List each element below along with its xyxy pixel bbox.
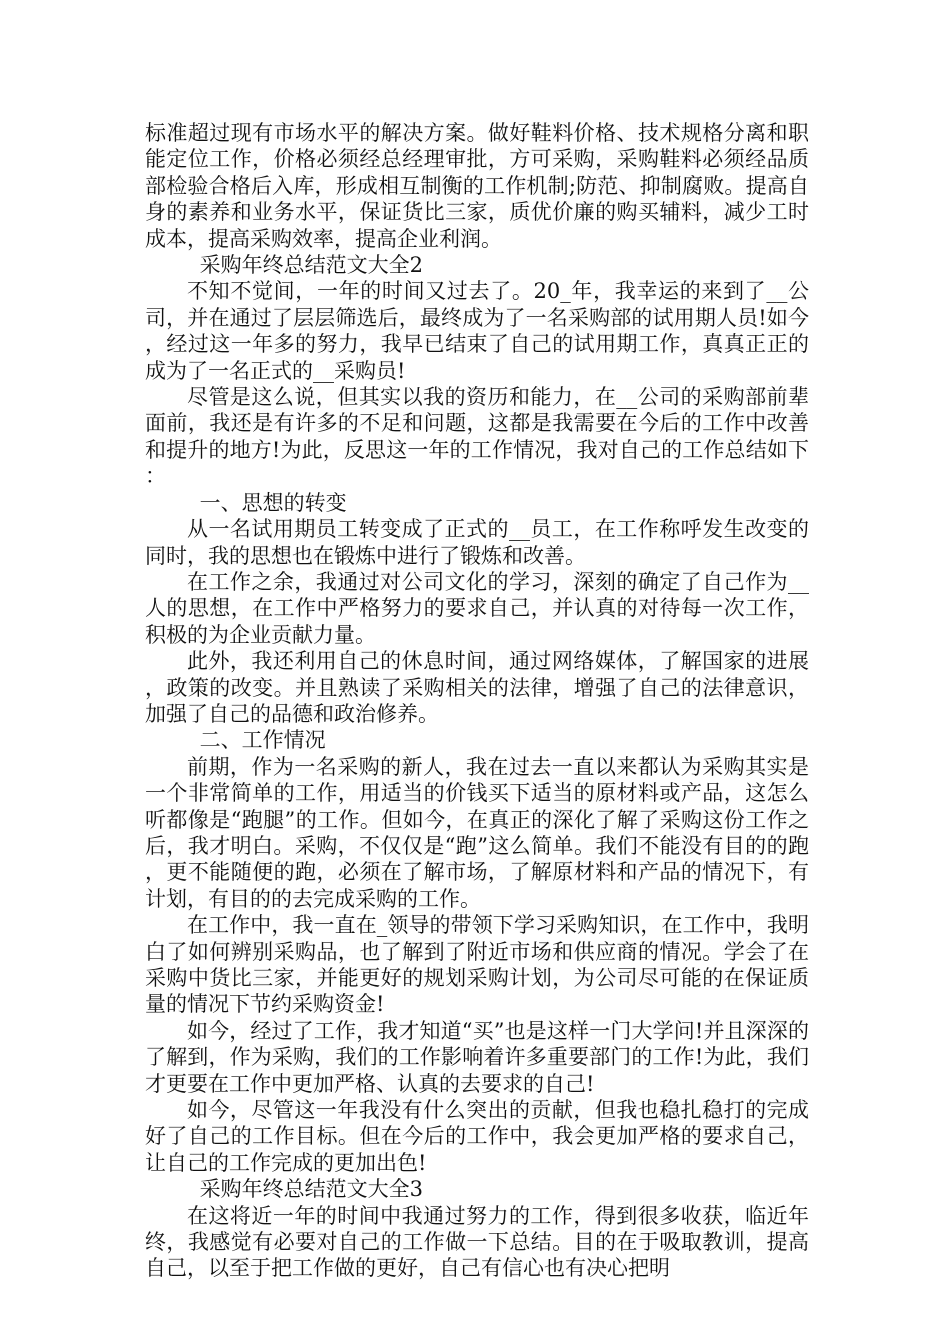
body-paragraph: 如今，经过了工作，我才知道“买”也是这样一门大学问!并且深深的了解到，作为采购，我们的工作影响着许多重要部门的工作!为此，我们才更要在工作中更加严格、认真的去要求的自己!: [145, 1018, 809, 1096]
subheading: 二、工作情况: [199, 728, 326, 753]
subheading: 一、思想的转变: [199, 490, 347, 515]
body-paragraph: 标准超过现有市场水平的解决方案。做好鞋料价格、技术规格分离和职能定位工作，价格必须经总经理审批，方可采购，采购鞋料必须经品质部检验合格后入库，形成相互制衡的工作机制;防范、抑制腐败。提高自身的素养和业务水平，保证货比三家，质优价廉的购买辅料，减少工时成本，提高采购效率，提高企业利润。: [145, 121, 809, 251]
body-paragraph: 不知不觉间，一年的时间又过去了。20_年，我幸运的来到了__公司，并在通过了层层筛选后，最终成为了一名采购部的试用期人员!如今，经过这一年多的努力，我早已结束了自己的试用期工作，真真正正的成为了一名正式的__采购员!: [145, 279, 809, 383]
body-paragraph: 在工作中，我一直在_领导的带领下学习采购知识，在工作中，我明白了如何辨别采购品，也了解到了附近市场和供应商的情况。学会了在采购中货比三家，并能更好的规划采购计划，为公司尽可能的在保证质量的情况下节约采购资金!: [145, 913, 809, 1017]
body-paragraph: 从一名试用期员工转变成了正式的__员工，在工作称呼发生改变的同时，我的思想也在锻炼中进行了锻炼和改善。: [145, 517, 809, 568]
document-page: [145, 120, 809, 1282]
body-paragraph: 如今，尽管这一年我没有什么突出的贡献，但我也稳扎稳打的完成好了自己的工作目标。但在今后的工作中，我会更加严格的要求自己，让自己的工作完成的更加出色!: [145, 1098, 809, 1175]
body-paragraph: 尽管是这么说，但其实以我的资历和能力，在__公司的采购部前辈面前，我还是有许多的不足和问题，这都是我需要在今后的工作中改善和提升的地方!为此，反思这一年的工作情况，我对自己的工作总结如下：: [145, 385, 809, 489]
body-paragraph: 在工作之余，我通过对公司文化的学习，深刻的确定了自己作为__人的思想，在工作中严格努力的要求自己，并认真的对待每一次工作，积极的为企业贡献力量。: [145, 569, 809, 647]
body-paragraph: 此外，我还利用自己的休息时间，通过网络媒体，了解国家的进展，政策的改变。并且熟读了采购相关的法律，增强了自己的法律意识，加强了自己的品德和政治修养。: [145, 649, 809, 726]
body-paragraph: 在这将近一年的时间中我通过努力的工作，得到很多收获，临近年终，我感觉有必要对自己的工作做一下总结。目的在于吸取教训，提高自己，以至于把工作做的更好，自己有信心也有决心把明: [145, 1203, 809, 1281]
body-paragraph: 前期，作为一名采购的新人，我在过去一直以来都认为采购其实是一个非常简单的工作，用适当的价钱买下适当的原材料或产品，这怎么听都像是“跑腿”的工作。但如今，在真正的深化了解了采购这份工作之后，我才明白。采购，不仅仅是“跑”这么简单。我们不能没有目的的跑，更不能随便的跑，必须在了解市场，了解原材料和产品的情况下，有计划，有目的的去完成采购的工作。: [145, 754, 809, 911]
section-title: 采购年终总结范文大全2: [199, 253, 423, 278]
section-title: 采购年终总结范文大全3: [199, 1177, 423, 1202]
